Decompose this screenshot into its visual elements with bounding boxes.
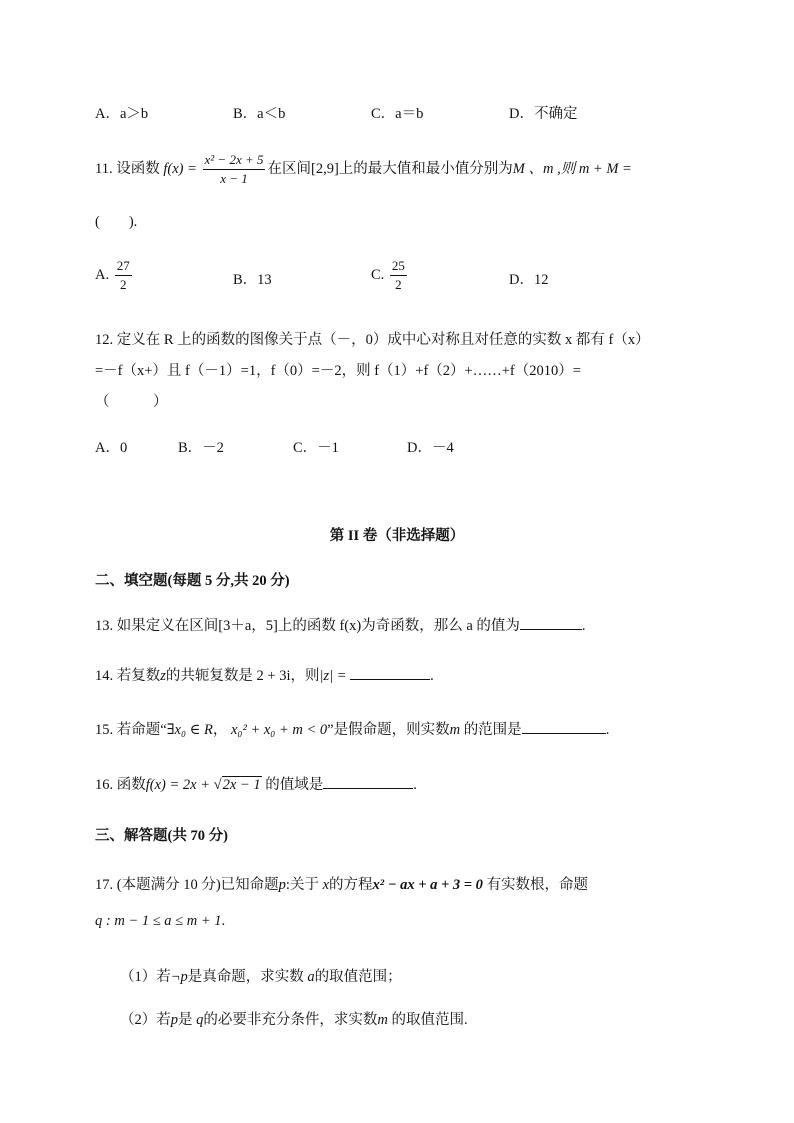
sqrt-sign: √	[213, 777, 222, 793]
q12-option-d: D．－4	[407, 440, 454, 456]
fill-in-header: 二、填空题(每题 5 分,共 20 分)	[95, 573, 290, 589]
q12-option-c: C．－1	[293, 440, 339, 456]
q11-option-d: D．12	[509, 272, 549, 288]
question-15: 15. 若命题“∃x₀ ∈ R， x₀² + x₀ + m < 0”是假命题，则实数m 的范围是 .	[95, 718, 609, 739]
answer-blank	[522, 719, 606, 734]
question-16: 16. 函数f(x) = 2x + √2x − 1 的值域是 .	[95, 773, 417, 794]
question-14: 14. 若复数z的共轭复数是 2 + 3i，则|z| = .	[95, 664, 434, 685]
section-2-title: 第 II 卷（非选择题）	[329, 528, 465, 544]
q12-line-2: =－f（x+）且 f（－1）=1，f（0）=－2，则 f（1）+f（2）+……+f（2010）=	[95, 363, 581, 379]
q10-option-b: B．a＜b	[233, 106, 286, 122]
question-13: 13. 如果定义在区间[3＋a，5]上的函数 f(x)为奇函数，那么 a 的值为 .	[95, 614, 586, 635]
q17-subquestion-1: （1）若¬p是真命题，求实数 a的取值范围；	[120, 969, 402, 985]
q12-option-b: B．－2	[178, 440, 224, 456]
q10-option-c: C．a＝b	[371, 106, 424, 122]
q11-fraction: $\frac{\text{x² − 2x + 5}}{x - 1}$	[204, 152, 264, 186]
q12-option-a: A．0	[95, 440, 128, 456]
q10-option-d: D．不确定	[509, 106, 578, 122]
q10-option-a: A．a＞b	[95, 106, 149, 122]
q11-paren: ( ).	[95, 214, 138, 230]
q12-line-1: 12. 定义在 R 上的函数的图像关于点（－，0）成中心对称且对任意的实数 x 都有 f（x）	[95, 332, 650, 348]
answer-blank	[520, 615, 582, 630]
question-17: 17. (本题满分 10 分)已知命题p:关于 x的方程x² − ax + a + 3 = 0 有实数根，命题	[95, 877, 589, 893]
answer-blank	[350, 665, 430, 680]
q11-option-a: A. $\frac{27}{2}$	[95, 258, 130, 292]
answer-blank	[323, 774, 413, 789]
q17-proposition-q: q : m − 1 ≤ a ≤ m + 1.	[95, 913, 226, 929]
q11-option-b: B．13	[233, 272, 272, 288]
question-11: 11. 设函数 f(x) = $\frac{\text{x² − 2x + 5}}{x - 1}$ 在区间[2,9]上的最大值和最小值分别为M 、m ,则 m + M =	[95, 152, 632, 186]
q17-subquestion-2: （2）若p是 q的必要非充分条件，求实数m 的取值范围.	[120, 1012, 468, 1028]
solve-header: 三、解答题(共 70 分)	[95, 828, 228, 844]
q11-option-c: C. $\frac{25}{2}$	[371, 258, 405, 292]
q12-line-3: （ ）	[95, 394, 168, 410]
